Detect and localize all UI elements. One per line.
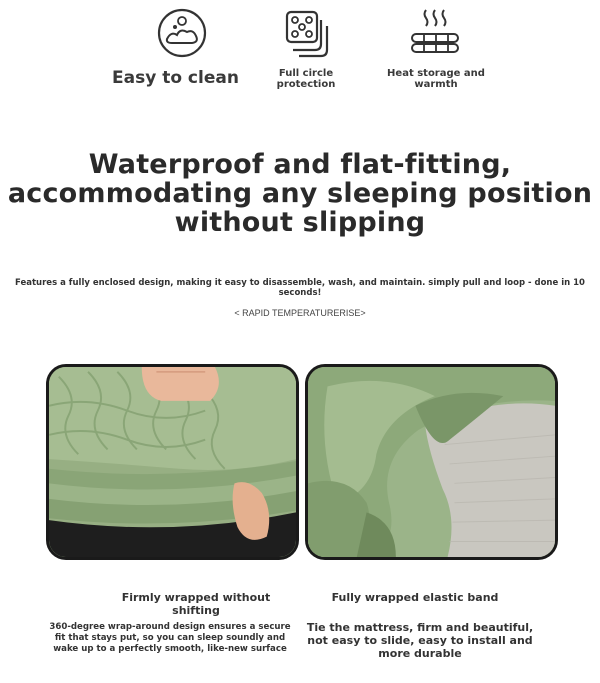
section-tag: < RAPID TEMPERATURERISE> bbox=[234, 308, 366, 318]
body-text-right: Tie the mattress, firm and beautiful, not easy to slide, easy to install and more durable bbox=[306, 621, 534, 660]
caption-elastic-band: Fully wrapped elastic band bbox=[331, 591, 499, 604]
feature-label-full-circle: Full circle protection bbox=[276, 68, 336, 90]
bubbles-clean-icon bbox=[155, 6, 209, 60]
photo-firmly-wrapped bbox=[46, 364, 299, 560]
caption-firmly-wrapped: Firmly wrapped without shifting bbox=[121, 591, 271, 617]
headline bbox=[0, 150, 600, 237]
circle-protection-icon bbox=[281, 6, 335, 60]
heat-steam-icon bbox=[408, 6, 462, 60]
headline-line-2: accommodating any sleeping position bbox=[7, 178, 593, 209]
headline-line-1: Waterproof and flat-fitting, bbox=[88, 149, 512, 180]
feature-icons-row bbox=[0, 0, 600, 100]
photo-elastic-band bbox=[305, 364, 558, 560]
feature-label-easy-clean: Easy to clean bbox=[112, 68, 239, 88]
feature-label-heat-storage: Heat storage and warmth bbox=[387, 68, 485, 90]
description-text: Features a fully enclosed design, making it easy to disassemble, wash, and maintain. simply pull and loop - done in 10 seconds! bbox=[15, 278, 585, 298]
body-text-left: 360-degree wrap-around design ensures a secure fit that stays put, so you can sleep soundly and wake up to a perfectly smooth, like-new surface bbox=[49, 622, 291, 654]
headline-line-3: without slipping bbox=[174, 207, 426, 238]
